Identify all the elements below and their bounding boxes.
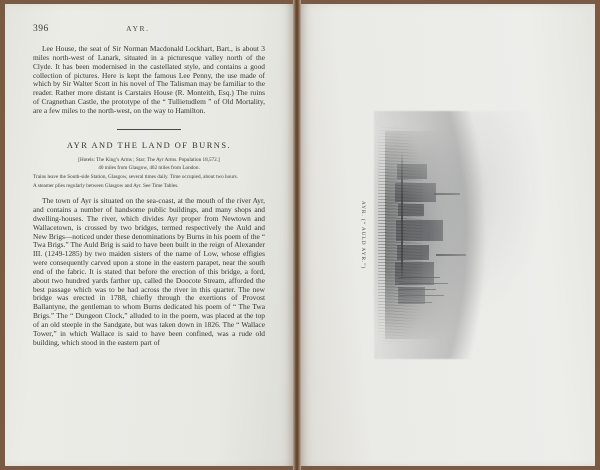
- plate-area: [301, 4, 595, 466]
- fine-print-trains: Trains leave the South-side Station, Glasgow, several times daily. Time occupied, about two hours.: [33, 173, 238, 180]
- engraving-church-spire-right: [436, 254, 467, 256]
- fine-print-hotels: [Hotels: The King’s Arms ; Star; The Ayr Arms. Population 18,572.]: [78, 156, 220, 163]
- fine-print-steamer: A steamer plies regularly between Glasgow and Ayr. See Time Tables.: [33, 182, 179, 189]
- engraving-foreground-hatching: [378, 126, 424, 344]
- paragraph-town-of-ayr: The town of Ayr is situated on the sea-coast, at the mouth of the river Ayr, and contains a number of handsome public buildings, and many shops and dwelling-houses. The river, which divides Ayr proper from Newtown and Wallacetown, is crossed by two bridges, termed respectively the Auld and New Brigs—noticed under these denominations by Burns in his poem of the “ Twa Brigs.” The Auld Brig is said to have been built in the reign of Alexander III. (1249-1285) by two maiden sisters of the name of Low, whose effigies were consequently carved upon a stone in the eastern parapet, near the south end of the fabric. It is stated that before the erection of this bridge, a ford, about two hundred yards farther up, called the Doocote Stream, afforded the best passage which was to be had across the river in this quarter. The new bridge was erected in 1788, chiefly through the exertions of Provost Ballantyne, the gentleman to whom Burns dedicated his poem of “ The Twa Brigs.” The “ Dungeon Clock,” alluded to in the poem, was placed at the top of an old steeple in the Sandgate, but was taken down in 1826. The “ Wallace Tower,” in which Wallace is said to have been confined, was a rude old building, which stood in the eastern part of: [33, 196, 265, 347]
- paragraph-lee-house: Lee House, the seat of Sir Norman Macdonald Lockhart, Bart., is about 3 miles north-west of Lanark, situated in a picturesque valley north of the Clyde. It has been modernised in the castellated style, and contains a good collection of pictures. Here is kept the famous Lee Penny, the use made of which by Sir Walter Scott in his novel of The Talisman may be familiar to the reader. Rather more distant is Carstairs House (R. Monteith, Esq.) The ruins of Cragnethan Castle, the prototype of the “ Tullietudlem ” of Old Mortality, are a few miles to the north-west, on the way to Hamilton.: [33, 44, 265, 115]
- section-title: AYR AND THE LAND OF BURNS.: [66, 140, 232, 150]
- folio-number: 396: [33, 24, 49, 34]
- fine-print-distances: 40 miles from Glasgow, 402 miles from London.: [98, 165, 200, 172]
- engraving-plate-rotated: [342, 85, 554, 385]
- left-page: [5, 4, 293, 466]
- left-page-text-column: [33, 24, 265, 347]
- plate-caption: AYR. (“ AULD AYR.”): [360, 200, 366, 270]
- section-divider-rule: [117, 129, 181, 130]
- page-header: [33, 24, 265, 34]
- book-gutter: [293, 0, 301, 470]
- engraving-illustration: [360, 111, 550, 359]
- running-head: AYR.: [126, 24, 150, 33]
- engraving-church-spire-left: [434, 193, 461, 195]
